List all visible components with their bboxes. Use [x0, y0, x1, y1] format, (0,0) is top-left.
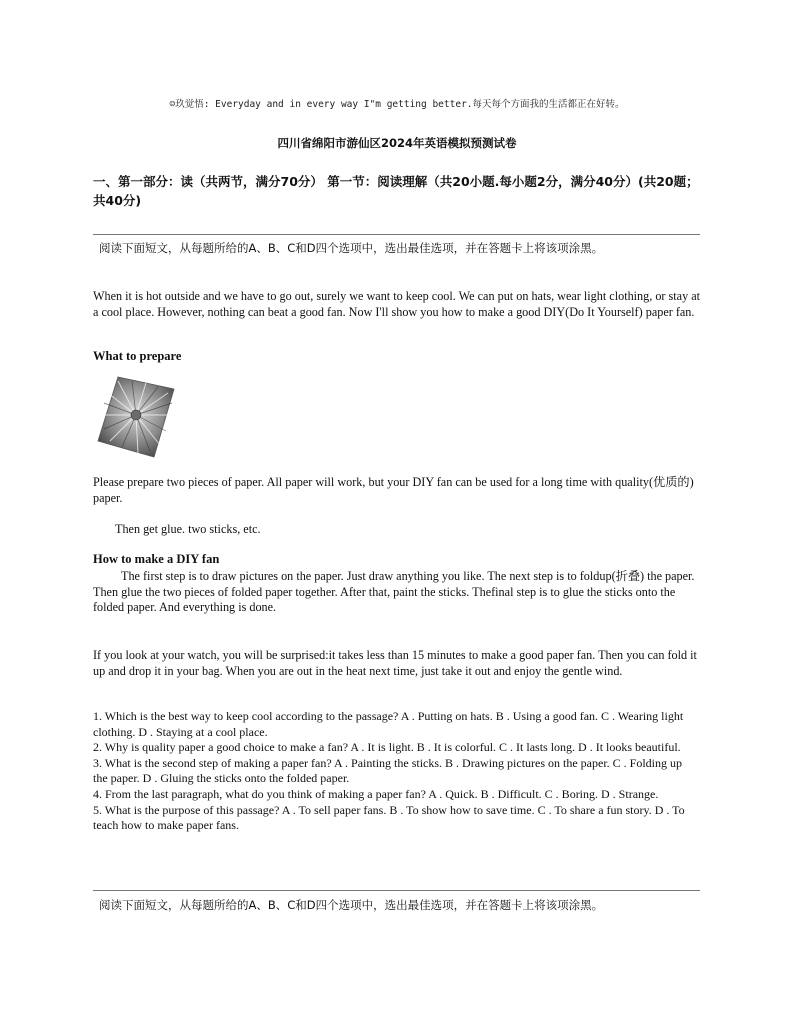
reading-instruction: 阅读下面短文，从每题所给的A、B、C和D四个选项中，选出最佳选项，并在答题卡上将该项涂黑。	[99, 898, 604, 912]
how-to-heading: How to make a DIY fan	[93, 552, 220, 566]
question-item: 4. From the last paragraph, what do you think of making a paper fan? A . Quick. B . Difficult. C . Boring. D . Strange.	[93, 786, 659, 801]
page-title: 四川省绵阳市游仙区2024年英语模拟预测试卷	[277, 136, 517, 150]
what-to-prepare-heading: What to prepare	[93, 349, 182, 363]
question-item: 5. What is the purpose of this passage? A . To sell paper fans. B . To show how to save time. C . To share a fun story. D . To teach how to make paper fans.	[93, 802, 685, 833]
reading-instruction: 阅读下面短文，从每题所给的A、B、C和D四个选项中，选出最佳选项，并在答题卡上将该项涂黑。	[99, 241, 604, 255]
last-paragraph: If you look at your watch, you will be surprised:it takes less than 15 minutes to make a good paper fan. Then you can fold it up and drop it in your bag. When you are out in the heat next time, just take it out and enjoy the gentle wind.	[93, 648, 697, 678]
divider	[93, 234, 700, 235]
question-item: 2. Why is quality paper a good choice to make a fan? A . It is light. B . It is colorful. C . It lasts long. D . It looks beautiful.	[93, 740, 681, 755]
how-to-paragraph: The first step is to draw pictures on the paper. Just draw anything you like. The next step is to foldup(折叠) the paper. Then glue the two pieces of folded paper together. After that, paint the sticks. Thefinal step is to glue the sticks onto the folded paper. And everything is done.	[93, 569, 695, 614]
divider	[93, 890, 700, 891]
question-list	[93, 709, 697, 834]
page-motto: ☺玖觉悟: Everyday and in every way I"m getting better.每天每个方面我的生活都正在好转。	[169, 99, 625, 110]
question-item: 3. What is the second step of making a paper fan? A . Painting the sticks. B . Drawing pictures on the paper. C . Folding up the paper. D . Gluing the sticks onto the folded paper.	[93, 755, 683, 786]
question-item: 1. Which is the best way to keep cool according to the passage? A . Putting on hats. B . Using a good fan. C . Wearing light clothing. D . Staying at a cool place.	[93, 709, 684, 739]
section-heading: 一、第一部分：读（共两节，满分70分） 第一节：阅读理解（共20小题.每小题2分，满分40分）(共20题；共40分)	[93, 174, 699, 208]
prepare-paragraph-2: Then get glue. two sticks, etc.	[115, 522, 261, 536]
passage-intro: When it is hot outside and we have to go out, surely we want to keep cool. We can put on hats, wear light clothing, or stay at a cool place. However, nothing can beat a good fan. Now I'll show you how to make a good DIY(Do It Yourself) paper fan.	[93, 289, 701, 319]
prepare-paragraph: Please prepare two pieces of paper. All paper will work, but your DIY fan can be used for a long time with quality(优质的) paper.	[93, 475, 694, 505]
paper-fan-image	[96, 375, 176, 459]
